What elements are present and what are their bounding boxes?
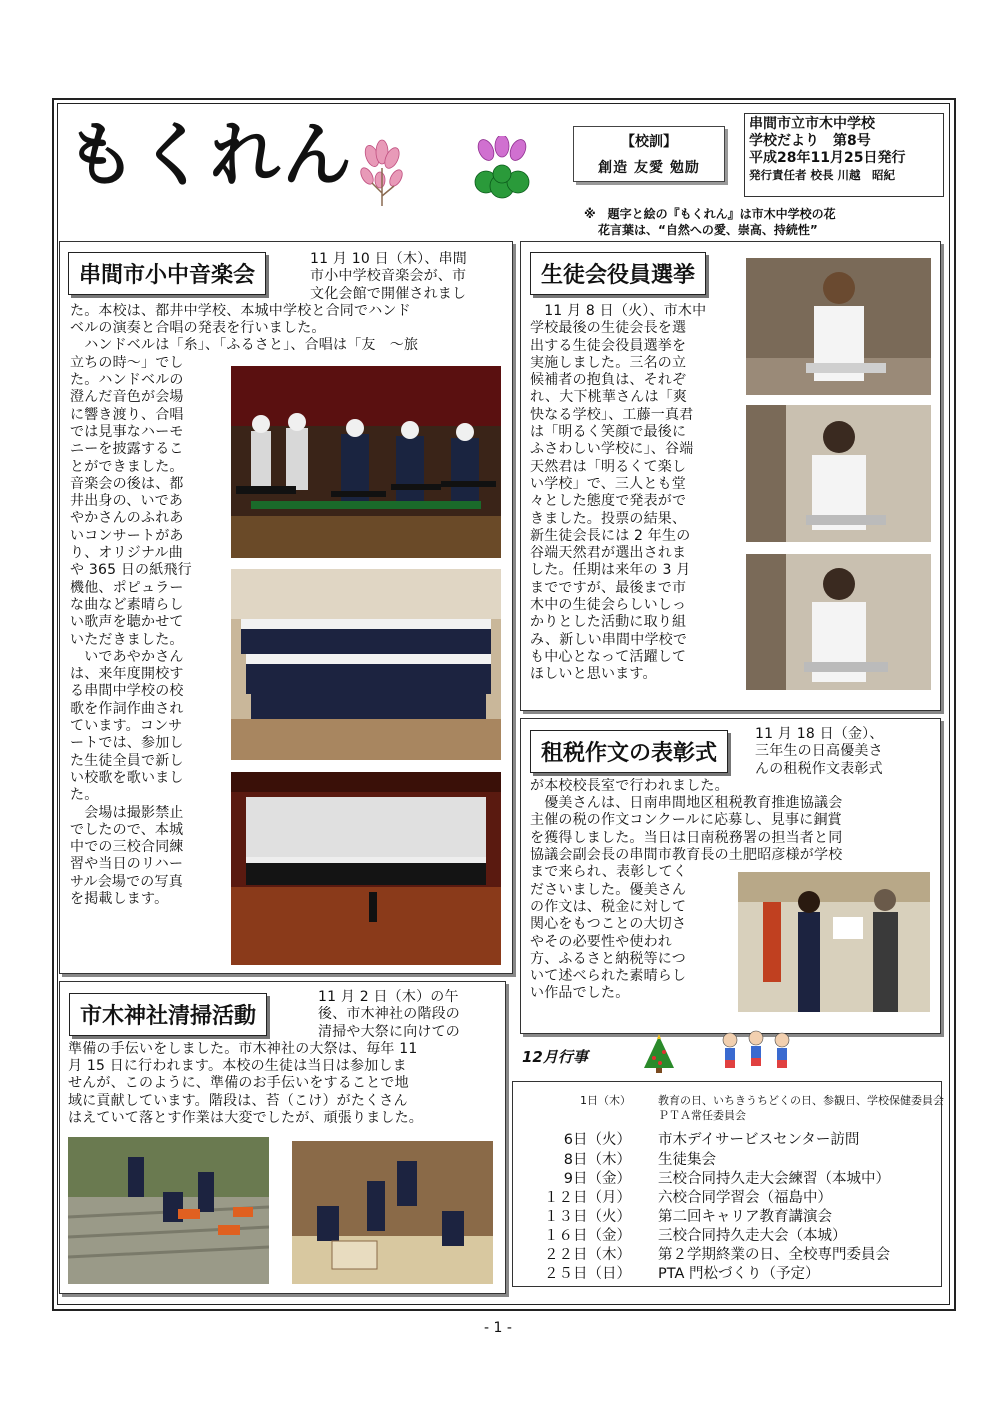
text-line: 出する生徒会役員選挙を xyxy=(530,337,687,354)
schedule-date: 6日（火） xyxy=(563,1132,631,1148)
schedule-event: 第２学期終業の日、全校専門委員会 xyxy=(658,1247,890,1263)
text-line: 市小中学校音楽会が、市 xyxy=(310,268,467,285)
title-note: ※ 題字と絵の『もくれん』は市木中学校の花 花言葉は、“自然への愛、崇高、持続性” xyxy=(584,207,836,237)
text-line: いて述べられた素晴らし xyxy=(530,968,687,985)
text-line: ています。コンサ xyxy=(70,718,183,735)
text-line: い歌声を聴かせて xyxy=(70,614,184,631)
motto-heading: 【校訓】 xyxy=(621,134,677,150)
text-line: も中心となって活躍して xyxy=(530,648,687,665)
december-schedule-table xyxy=(512,1081,942,1287)
schedule-date: 8日（木） xyxy=(563,1152,631,1168)
text-line: 新生徒会長には 2 年生の xyxy=(530,527,691,544)
candidate-speech-photo-2 xyxy=(746,405,931,542)
schedule-event: 六校合同学習会（福島中） xyxy=(658,1190,832,1206)
award-ceremony-photo xyxy=(738,872,930,1012)
text-line: 候補者の抱負は、それぞ xyxy=(530,372,687,389)
text-line: た。本校は、都井中学校、本城中学校と合同でハンド xyxy=(70,302,411,319)
text-line: な曲など素晴らし xyxy=(70,596,184,613)
text-line: では見事なハーモ xyxy=(70,423,184,440)
text-line: 谷端天然君が選出されま xyxy=(530,545,687,562)
text-line: 木中の生徒会らしいしっ xyxy=(530,597,687,614)
text-line: とができました。 xyxy=(70,458,184,475)
schedule-date: ２２日（木） xyxy=(544,1247,631,1263)
schedule-title: 12月行事 xyxy=(522,1048,588,1066)
text-line: 澄んだ音色が会場 xyxy=(70,389,184,406)
text-line: 優美さんは、日南串間地区租税教育推進協議会 xyxy=(530,795,843,812)
text-line: ふさわしい学校に」、谷端 xyxy=(530,441,694,458)
handbell-performance-photo xyxy=(231,366,501,558)
text-line: 学校最後の生徒会長を選 xyxy=(530,320,687,337)
text-line: ベルの演奏と合唱の発表を行いました。 xyxy=(70,320,326,337)
schedule-date: １６日（金） xyxy=(544,1228,631,1244)
text-line: 準備の手伝いをしました。市木神社の大祭は、毎年 11 xyxy=(68,1040,418,1057)
election-text xyxy=(530,303,740,684)
text-line: 11 月 18 日（金）、 xyxy=(755,726,884,742)
masthead-title: もくれん xyxy=(66,114,354,196)
text-line: 実施しました。三名の立 xyxy=(530,354,687,371)
text-line: い学校」で、三人とも堂 xyxy=(530,475,686,492)
text-line: 機他、ポピュラー xyxy=(70,579,184,596)
concert-hall-photo xyxy=(231,772,501,965)
motto-values: 創造 友愛 勉励 xyxy=(598,160,700,176)
text-line: ートでは、参加し xyxy=(70,735,184,752)
text-line: でしたので、本城 xyxy=(70,821,184,838)
text-line: り、オリジナル曲 xyxy=(70,545,183,562)
text-line: 11 月 2 日（木）の午 xyxy=(318,989,459,1005)
election-headline: 生徒会役員選挙 xyxy=(530,252,706,295)
text-line: せんが、このように、準備のお手伝いをすることで地 xyxy=(68,1075,409,1092)
text-line: を掲載します。 xyxy=(70,890,169,907)
text-line: 歌を作詞作曲され xyxy=(70,700,184,717)
schedule-event: 三校合同持久走大会練習（本城中） xyxy=(658,1171,890,1187)
text-line: 三年生の日高優美さ xyxy=(755,743,883,760)
children-running-illustration xyxy=(716,1030,802,1074)
schedule-event: 生徒集会 xyxy=(658,1152,716,1168)
text-line: 習や当日のリハー xyxy=(70,856,184,873)
text-line: 清掃や大祭に向けての xyxy=(318,1023,460,1040)
text-line: み、新しい串間中学校で xyxy=(530,631,688,648)
text-line: やかさんのふれあ xyxy=(70,510,184,527)
text-line: 立ちの時～」でし xyxy=(70,354,184,371)
text-line: た。ハンドベルの xyxy=(70,372,184,389)
text-line: ハンドベルは「糸」、「ふるさと」、合唱は「友 ～旅 xyxy=(70,337,419,354)
text-line: かりとした活動に取り組 xyxy=(530,614,687,631)
schedule-date: 1日（木） xyxy=(580,1094,631,1107)
schedule-event: ＰＴＡ常任委員会 xyxy=(658,1109,746,1122)
text-line: まで来られ、表彰してく xyxy=(530,864,688,881)
text-line: や 365 日の紙飛行 xyxy=(70,562,192,579)
text-line: れ、大下桃華さんは「爽 xyxy=(530,389,688,406)
shrine-cleaning-text xyxy=(68,989,498,1127)
text-line: サル会場での写真 xyxy=(70,873,183,890)
text-line: 中での三校合同練 xyxy=(70,839,184,856)
text-line: は、来年度開校す xyxy=(70,666,184,683)
schedule-date: ２５日（日） xyxy=(544,1266,631,1282)
text-line: ほしいと思います。 xyxy=(530,666,657,683)
publisher-info xyxy=(744,113,944,197)
magnolia-flower-illustration xyxy=(352,138,412,208)
schedule-date: １３日（火） xyxy=(544,1209,631,1225)
text-line: 主催の税の作文コンクールに応募し、見事に銅賞 xyxy=(530,812,842,829)
shrine-interior-preparation-photo xyxy=(292,1141,493,1284)
text-line: 方、ふるさと納税等につ xyxy=(530,950,686,967)
page-number: - 1 - xyxy=(484,1320,512,1336)
text-line: る串間中学校の校 xyxy=(70,683,184,700)
text-line: いであやかさん xyxy=(70,648,184,665)
schedule-event: 教育の日、いちきうちどくの日、参観日、学校保健委員会 xyxy=(658,1094,944,1107)
text-line: を獲得しました。当日は日南税務署の担当者と同 xyxy=(530,829,843,846)
text-line: した。任期は来年の 3 月 xyxy=(530,562,691,579)
shrine-stairs-cleaning-photo xyxy=(68,1137,269,1284)
publisher-date: 平成28年11月25日発行 xyxy=(749,150,906,166)
publisher-issue: 学校だより 第8号 xyxy=(749,133,871,149)
text-line: 文化会館で開催されまし xyxy=(310,285,467,302)
text-line: 天然君は「明るくて楽し xyxy=(530,458,687,475)
schedule-date: １２日（月） xyxy=(544,1190,631,1206)
text-line: 々とした態度で発表がで xyxy=(530,493,687,510)
text-line: やその必要性や使われ xyxy=(530,933,672,950)
text-line: 11 月 8 日（火）、市木中 xyxy=(530,303,707,319)
tax-essay-headline: 租税作文の表彰式 xyxy=(530,730,728,773)
text-line: 快なる学校」、工藤一真君 xyxy=(530,406,694,423)
text-line: 井出身の、いであ xyxy=(70,493,184,510)
text-line: いただきました。 xyxy=(70,631,184,648)
text-line: い校歌を歌いまし xyxy=(70,769,184,786)
cyclamen-flower-illustration xyxy=(468,136,536,200)
text-line: までですが、最後まで市 xyxy=(530,579,687,596)
candidate-speech-photo-3 xyxy=(746,554,931,690)
candidate-speech-photo-1 xyxy=(746,258,931,395)
text-line: 後、市木神社の階段の xyxy=(318,1006,460,1023)
shrine-cleaning-headline: 市木神社清掃活動 xyxy=(69,993,267,1036)
text-line: 関心をもつことの大切さ xyxy=(530,916,687,933)
text-line: た生徒全員で新し xyxy=(70,752,184,769)
text-line: んの租税作文表彰式 xyxy=(755,760,883,777)
text-line: 11 月 10 日（木）、串間 xyxy=(310,251,467,267)
text-line: きました。投票の結果、 xyxy=(530,510,687,527)
text-line: ニーを披露するこ xyxy=(70,441,184,458)
text-line: た。 xyxy=(70,787,99,804)
text-line: 会場は撮影禁止 xyxy=(70,804,184,821)
schedule-event: 市木デイサービスセンター訪問 xyxy=(658,1132,860,1148)
text-line: が本校校長室で行われました。 xyxy=(530,777,729,794)
text-line: 域に貢献しています。階段は、苔（こけ）がたくさん xyxy=(68,1092,408,1109)
schedule-event: 第二回キャリア教育講演会 xyxy=(658,1209,832,1225)
schedule-date: 9日（金） xyxy=(563,1171,631,1187)
text-line: いコンサートがあ xyxy=(70,527,184,544)
music-festival-headline: 串間市小中音楽会 xyxy=(68,252,266,295)
text-line: 音楽会の後は、都 xyxy=(70,475,184,492)
text-line: は「明るく笑顔で最後に xyxy=(530,424,687,441)
text-line: に響き渡り、合唱 xyxy=(70,406,184,423)
school-motto-box xyxy=(573,126,725,182)
text-line: 月 15 日に行われます。本校の生徒は当日は参加しま xyxy=(68,1058,407,1075)
publisher-school: 串間市立市木中学校 xyxy=(749,116,875,132)
text-line: ださいました。優美さん xyxy=(530,881,687,898)
schedule-event: PTA 門松づくり（予定） xyxy=(658,1266,820,1282)
text-line: はえていて落とす作業は大変でしたが、頑張りました。 xyxy=(68,1110,423,1127)
text-line: 協議会副会長の串間市教育長の土肥昭彦様が学校 xyxy=(530,847,843,864)
text-line: の作文は、税金に対して xyxy=(530,898,687,915)
christmas-tree-icon xyxy=(640,1034,678,1074)
schedule-event: 三校合同持久走大会（本城） xyxy=(658,1228,847,1244)
text-line: い作品でした。 xyxy=(530,985,630,1002)
choir-rehearsal-photo xyxy=(231,569,501,760)
publisher-responsible: 発行責任者 校長 川越 昭紀 xyxy=(749,168,896,182)
